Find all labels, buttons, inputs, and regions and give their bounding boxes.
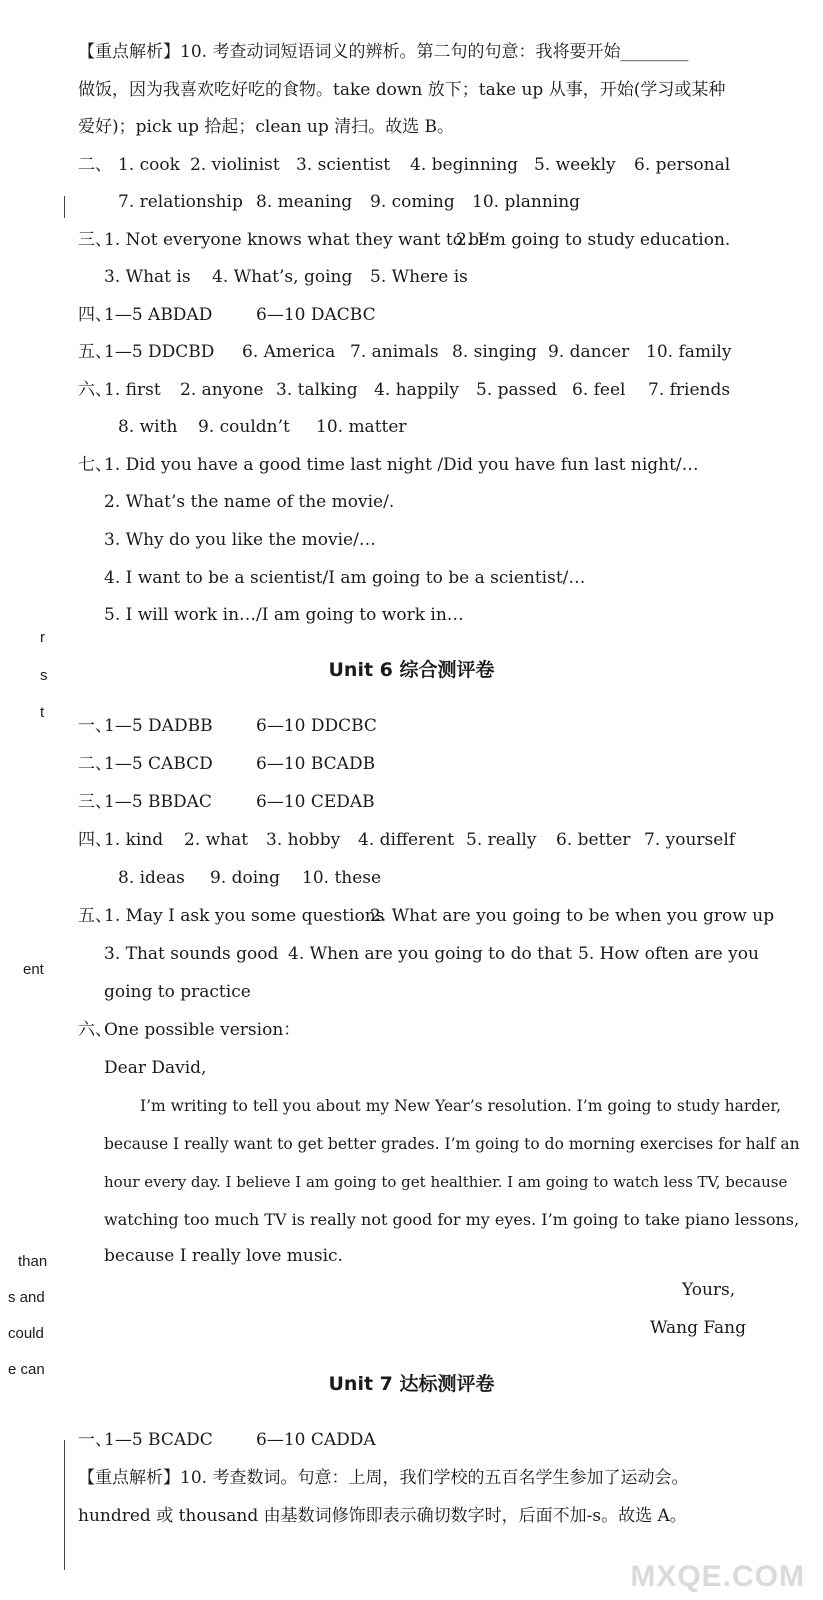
unit7-title: Unit 7 达标测评卷	[328, 1373, 495, 1395]
answer: 1—5 DDCBD	[104, 342, 215, 362]
answer: 8. meaning	[256, 192, 353, 212]
answer: 6. better	[556, 830, 631, 850]
section-label: 六、	[78, 380, 112, 400]
answer: 5. How often are you	[578, 944, 759, 964]
answer: 7. yourself	[644, 830, 736, 850]
answer: 6. personal	[634, 155, 731, 175]
essay-intro: One possible version：	[104, 1020, 301, 1040]
answer: 7. friends	[648, 380, 731, 400]
key-analysis-note: 做饭，因为我喜欢吃好吃的食物。take down 放下；take up 从事，开始(学习或某种	[78, 80, 726, 100]
answer: 6—10 BCADB	[256, 754, 376, 774]
letter-body-line: hour every day. I believe I am going to get healthier. I am going to watch less TV, because	[104, 1173, 788, 1191]
key-analysis-note: hundred 或 thousand 由基数词修饰即表示确切数字时，后面不加-s。故选 A。	[78, 1506, 687, 1526]
answer: 2. What are you going to be when you grow up	[370, 906, 775, 926]
answer: 1. first	[104, 380, 161, 400]
section-label: 三、	[78, 230, 112, 250]
answer: 2. anyone	[180, 380, 264, 400]
answer: 5. passed	[476, 380, 558, 400]
margin-fragment: t	[40, 704, 45, 721]
answer: 1—5 CABCD	[104, 754, 213, 774]
answer: 1. kind	[104, 830, 164, 850]
answer: 4. When are you going to do that	[288, 944, 572, 964]
margin-fragment: than	[18, 1253, 48, 1270]
answer: 3. scientist	[296, 155, 391, 175]
answer: 10. family	[646, 342, 732, 362]
answer: 1—5 DADBB	[104, 716, 213, 736]
letter-body-line: I’m writing to tell you about my New Year’s resolution. I’m going to study harder,	[140, 1097, 782, 1115]
section-label: 五、	[78, 342, 112, 362]
margin-rule-bottom	[64, 1440, 65, 1570]
margin-fragment: e can	[8, 1361, 45, 1378]
answer: 10. matter	[316, 417, 407, 437]
answer: 5. really	[466, 830, 537, 850]
answer: 4. beginning	[410, 155, 519, 175]
answer: 3. Why do you like the movie/…	[104, 530, 376, 550]
answer: 2. What’s the name of the movie/.	[104, 492, 395, 512]
answer: 9. doing	[210, 868, 281, 888]
answer: 1. Not everyone knows what they want to be.	[104, 230, 495, 250]
margin-fragment: s and	[8, 1289, 45, 1306]
answer: 1—5 BBDAC	[104, 792, 212, 812]
margin-fragment: s	[40, 667, 48, 684]
answer: 1—5 ABDAD	[104, 305, 213, 325]
answer: 8. with	[118, 417, 178, 437]
section-label: 一、	[78, 716, 112, 736]
answer: 6—10 CADDA	[256, 1430, 376, 1450]
answer: 7. animals	[350, 342, 439, 362]
letter-body-line: watching too much TV is really not good for my eyes. I’m going to take piano lessons,	[104, 1210, 800, 1229]
answer: 3. What is	[104, 267, 191, 287]
answer: 6. America	[242, 342, 336, 362]
margin-fragment: r	[40, 629, 45, 646]
watermark-logo: MXQE.COM	[630, 1560, 805, 1593]
answer: 6. feel	[572, 380, 626, 400]
answer: 1. May I ask you some questions	[104, 906, 385, 926]
letter-body-line: because I really love music.	[104, 1246, 343, 1266]
answer: 3. talking	[276, 380, 358, 400]
answer: 9. dancer	[548, 342, 630, 362]
section-label: 一、	[78, 1430, 112, 1450]
section-label: 四、	[78, 830, 112, 850]
answer: 5. weekly	[534, 155, 616, 175]
answer: 10. these	[302, 868, 382, 888]
answer: 4. happily	[374, 380, 459, 400]
key-analysis-note: 【重点解析】10. 考查数词。句意：上周，我们学校的五百名学生参加了运动会。	[78, 1468, 689, 1488]
section-label: 二、	[78, 155, 112, 175]
answer: 1—5 BCADC	[104, 1430, 213, 1450]
answer: 9. couldn’t	[198, 417, 290, 437]
letter-greeting: Dear David,	[104, 1058, 207, 1078]
answer: 7. relationship	[118, 192, 243, 212]
answer: 4. I want to be a scientist/I am going to be a scientist/…	[104, 568, 586, 588]
key-analysis-note: 【重点解析】10. 考查动词短语词义的辨析。第二句的句意：我将要开始________	[78, 42, 689, 62]
margin-rule-top	[64, 196, 65, 218]
answer: 6—10 DACBC	[256, 305, 376, 325]
letter-body-line: because I really want to get better grades. I’m going to do morning exercises for half an	[104, 1135, 800, 1153]
answer: 2. I’m going to study education.	[456, 230, 731, 250]
answer: 9. coming	[370, 192, 455, 212]
letter-signature: Wang Fang	[650, 1318, 746, 1338]
answer: 8. singing	[452, 342, 537, 362]
margin-fragment: could	[8, 1325, 44, 1342]
answer: 5. Where is	[370, 267, 468, 287]
answer: 4. What’s, going	[212, 267, 353, 287]
answer: 10. planning	[472, 192, 581, 212]
answer: going to practice	[104, 982, 251, 1002]
answer: 6—10 DDCBC	[256, 716, 377, 736]
answer: 2. what	[184, 830, 249, 850]
section-label: 五、	[78, 906, 112, 926]
answer: 3. That sounds good	[104, 944, 279, 964]
answer: 1. Did you have a good time last night /Did you have fun last night/…	[104, 455, 699, 475]
section-label: 二、	[78, 754, 112, 774]
answer: 5. I will work in…/I am going to work in…	[104, 605, 464, 625]
unit6-title: Unit 6 综合测评卷	[328, 659, 495, 681]
margin-fragment: ent	[23, 961, 44, 978]
answer: 3. hobby	[266, 830, 341, 850]
answer: 4. different	[358, 830, 455, 850]
section-label: 六、	[78, 1020, 112, 1040]
answer: 6—10 CEDAB	[256, 792, 375, 812]
answer: 2. violinist	[190, 155, 280, 175]
key-analysis-note: 爱好)；pick up 拾起；clean up 清扫。故选 B。	[78, 117, 455, 137]
section-label: 七、	[78, 455, 112, 475]
answer: 1. cook	[118, 155, 180, 175]
letter-closing: Yours,	[682, 1280, 736, 1300]
section-label: 四、	[78, 305, 112, 325]
section-label: 三、	[78, 792, 112, 812]
answer: 8. ideas	[118, 868, 185, 888]
